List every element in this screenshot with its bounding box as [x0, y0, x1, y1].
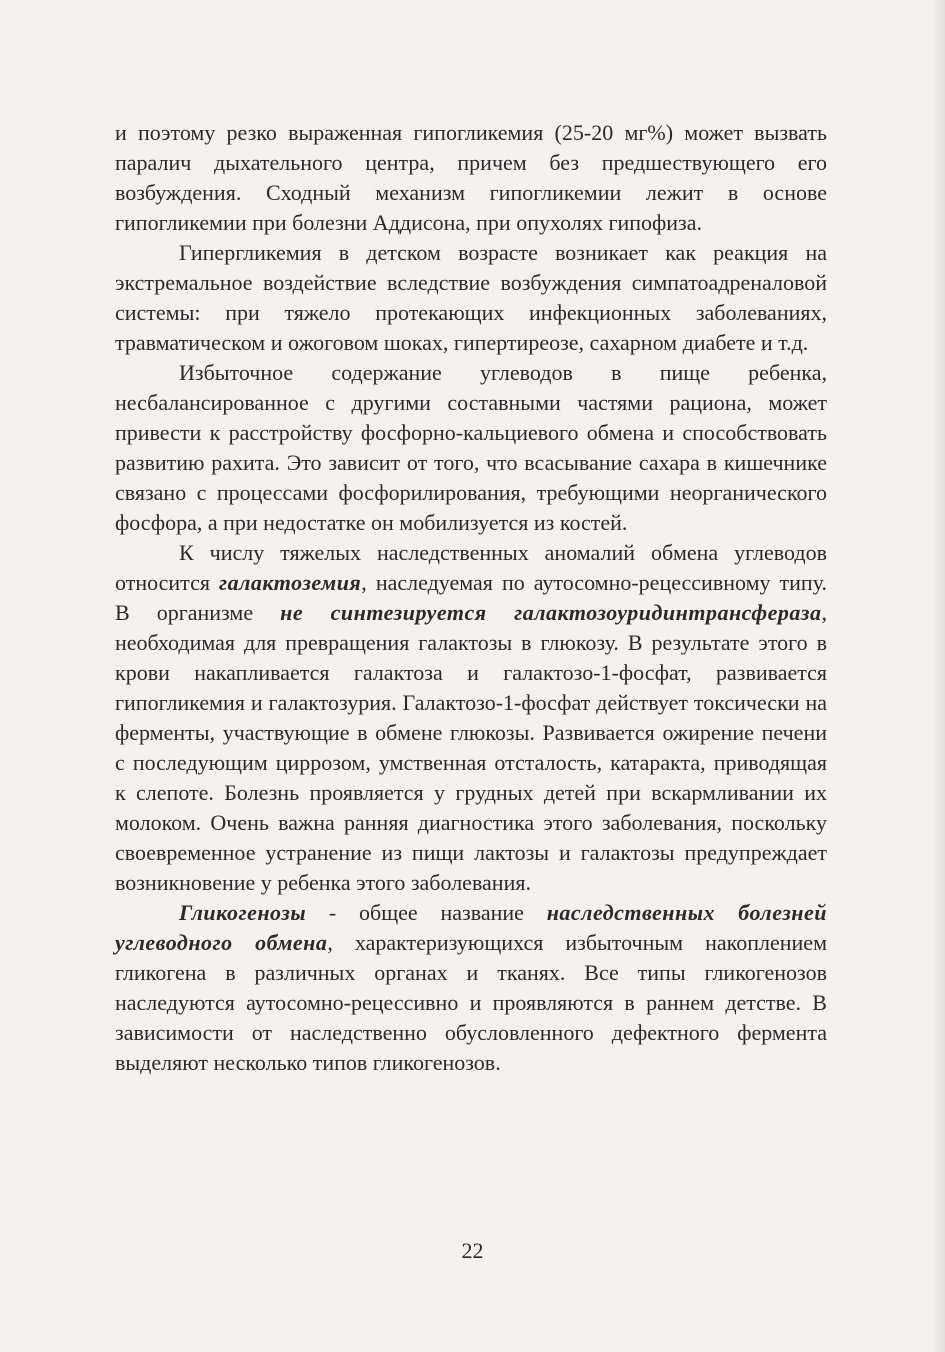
text-run: Гипергликемия в детском возрасте возникает как реакция на экстремальное воздействие вследствие возбуждения симпатоадреналовой системы: при тяжело протекающих инфекционных заболеваниях, травматическом и ожоговом шоках, гипертиреозе, сахарном диабете и т.д.: [115, 240, 827, 355]
paragraph-5: [115, 898, 827, 1078]
term-enzyme-deficiency: не синтезируется галактозоуридинтрансфераза: [280, 600, 822, 625]
text-run: , необходимая для превращения галактозы в глюкозу. В результате этого в крови накапливается галактоза и галактозо-1-фосфат, развивается гипогликемия и галактозурия. Галактозо-1-фосфат действует токсически на ферменты, участвующие в обмене глюкозы. Развивается ожирение печени с последующим циррозом, умственная отсталость, катаракта, приводящая к слепоте. Болезнь проявляется у грудных детей при вскармливании их молоком. Очень важна ранняя диагностика этого заболевания, поскольку своевременное устранение из пищи лактозы и галактозы предупреждает возникновение у ребенка этого заболевания.: [115, 600, 827, 895]
paragraph-1: [115, 118, 827, 238]
text-run: и поэтому резко выраженная гипогликемия (25-20 мг%) может вызвать паралич дыхательного центра, причем без предшествующего его возбуждения. Сходный механизм гипогликемии лежит в основе гипогликемии при болезни Аддисона, при опухолях гипофиза.: [115, 120, 827, 235]
text-run: К числу тяжелых наследственных аномалий обмена углеводов относится: [115, 540, 827, 595]
term-glycogenoses: Гликогенозы: [179, 900, 307, 925]
text-run: , характеризующихся избыточным накоплением гликогена в различных органах и тканях. Все типы гликогенозов наследуются аутосомно-рецессивно и проявляются в раннем детстве. В зависимости от наследственно обусловленного дефектного фермента выделяют несколько типов гликогенозов.: [115, 930, 827, 1075]
paragraph-4: [115, 538, 827, 898]
paragraph-3: [115, 358, 827, 538]
term-hereditary-diseases: наследственных болезней углеводного обмена: [115, 900, 827, 955]
page-number: 22: [461, 1238, 484, 1263]
text-run: - общее название: [306, 900, 547, 925]
text-block: [115, 118, 827, 1078]
text-run: , наследуемая по аутосомно-рецессивному типу. В организме: [115, 570, 828, 625]
text-run: Избыточное содержание углеводов в пище ребенка, несбалансированное с другими составными частями рациона, может привести к расстройству фосфорно-кальциевого обмена и способствовать развитию рахита. Это зависит от того, что всасывание сахара в кишечнике связано с процессами фосфорилирования, требующими неорганического фосфора, а при недостатке он мобилизуется из костей.: [115, 360, 827, 535]
page-edge-shadow: [931, 0, 945, 1352]
term-galactosemia: галактоземия: [219, 570, 362, 595]
paragraph-2: [115, 238, 827, 358]
